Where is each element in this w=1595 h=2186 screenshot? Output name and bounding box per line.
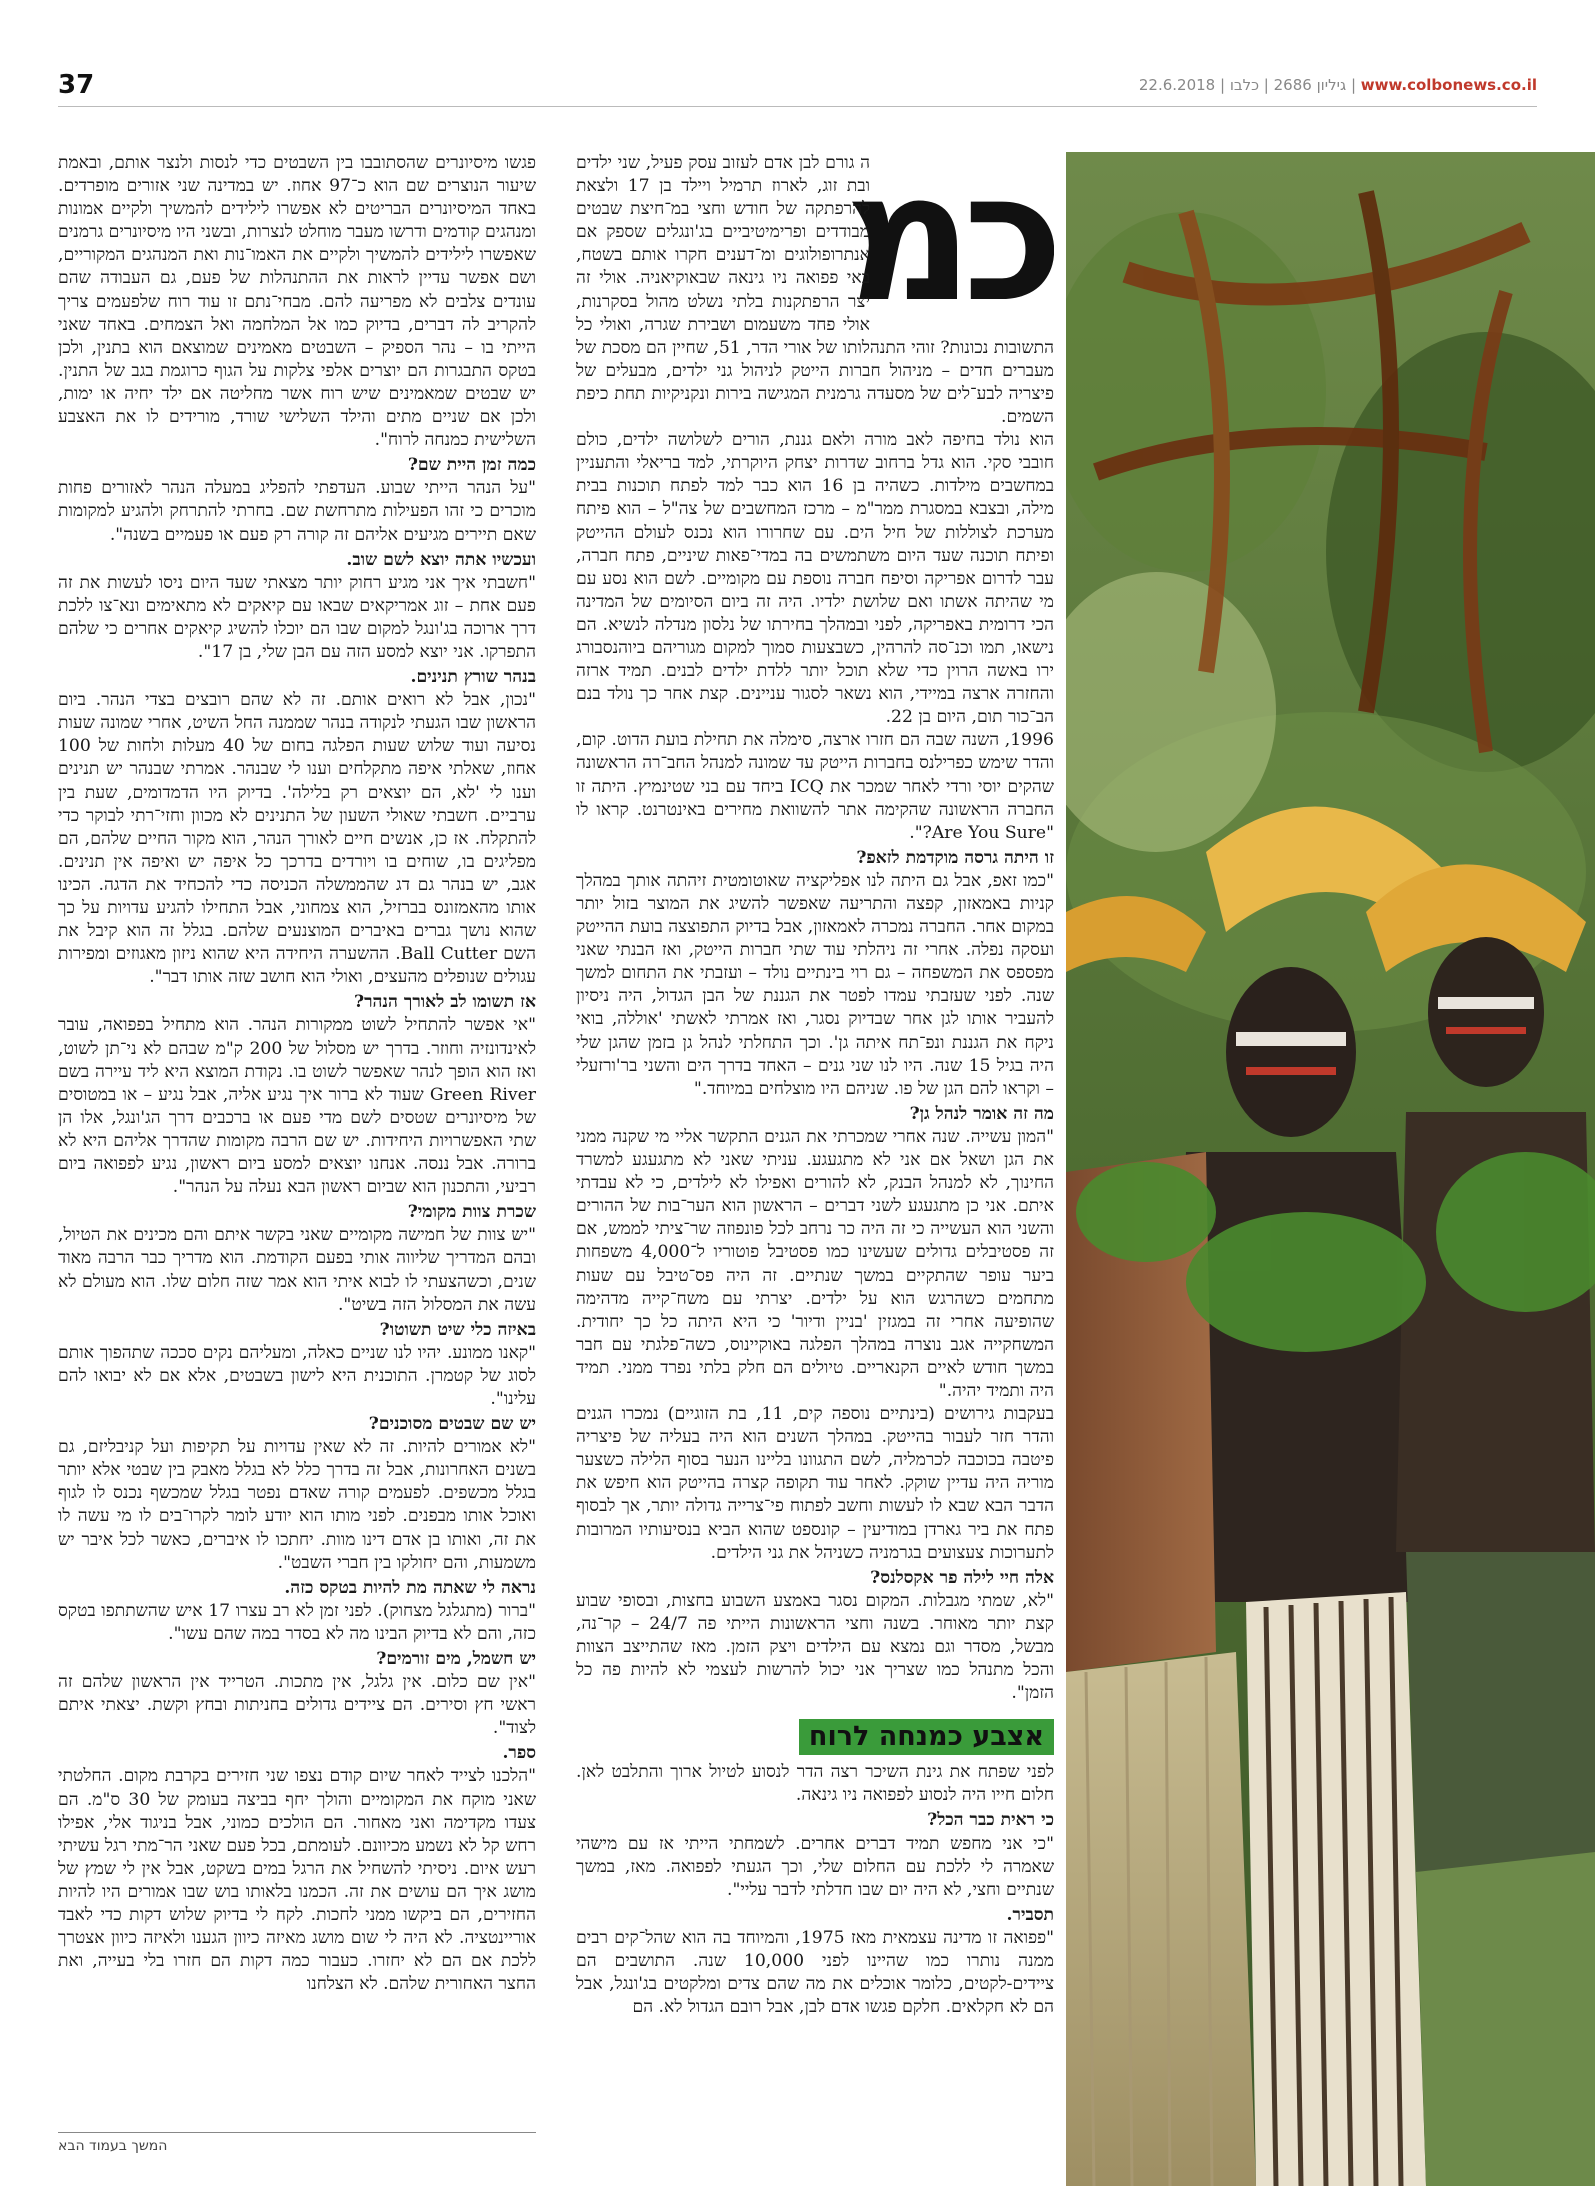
interview-question: זו היתה גרסה מוקדמת לזאפ? [856, 847, 1054, 868]
article-paragraph: "הלכנו לצייד לאחר שיום קודם נצפו שני חזירים בקרבת מקום. החלטתי שאני מוקח את המקומיים והולך יחף בביצה בעומק של 30 ס"מ. הם צעדו מקדימה ואני מאחור. הם הולכים כמוני, אבל בניגוד אלי, אפילו רחש קל לא נשמע מכיוונם. לעומתם, בכל פעם שאני הר־מתי רגל עשיתי רעש איום. ניסיתי להשחיל את הרגל במים בשקט, אבל אין לי שמץ של מושג איך הם עושים את זה. הכמנו בלאותו בוש שבו אמורים היו להיות החזירים, הם ביקשו ממני לחכות. לקח לי בדיוק שלוש דקות כדי לאבד אוריינטציה. לא היה לי שום מושג מאיזה כיוון הגענו ולאיזה כיוון אצטרך ללכת אם הם לא יחזרו. כעבור כמה דקות הם חזרו בלי בעייה, ואת החצר האחורית שלהם. לא הצלחנו [58, 1766, 536, 1995]
article-paragraph: 1996, השנה שבה הם חזרו ארצה, סימלה את תחילת בועת הדוט. קום, והדר שימש כפרילנס בחברות הייטק עד שמונה למנהל החב־רה הראשונה שהקים יוסי ורדי לאחר שמכר את ICQ ביחד עם בני שטינמיץ. היתה זו החברה הראשונה שהקימה אתר להשוואת מחירים באינטרנט. קראו לו "Are You Sure?". [576, 730, 1054, 843]
footer-rule [58, 2132, 536, 2133]
interview-question: אז תשומו לב לאורך הנהר? [354, 992, 536, 1013]
continued-note: המשך בעמוד הבא [58, 2138, 168, 2154]
article-paragraph: "לא, שמתי מגבלות. המקום נסגר באמצע השבוע בחצות, ובסופי שבוע קצת יותר מאוחר. בשנה וחצי הראשונות הייתי פה 24/7 – קר־נה, מבשל, מסדר וגם נמצא עם הילדים ויצק הזמן. מאז שהתייצב הצוות והכל מתנהל כמו שצריך אני יכול להרשות לעצמי לא להיות פה כל הזמן". [576, 1590, 1054, 1704]
interview-question: כמה זמן היית שם? [407, 455, 536, 476]
page-number: 37 [58, 70, 95, 100]
interview-question: נראה לי שאתה מת להיות בטקס כזה. [284, 1577, 536, 1598]
article-column-left [58, 152, 536, 2102]
section-heading: אצבע כמנחה לרוח [799, 1719, 1054, 1755]
article-paragraph: "חשבתי איך אני מגיע רחוק יותר מצאתי שעד היום ניסו לעשות את זה פעם אחת – זוג אמריקאים שבאו עם קיאקים לא מתאימים ונא־צו ללכת דרך ארוכה בג'ונגל למקום שבו הם יוכלו להשיג קיאקים אחרים כי שלהם התפרקו. אני יוצא למסע הזה עם הבן שלי, בן 17". [58, 572, 536, 662]
article-body-middle-tail [576, 1761, 1054, 2019]
header-rule [58, 106, 1537, 107]
article-paragraph: "ברור (מתגלגל מצחוק). לפני זמן לא רב עצרו 17 איש שהשתתפו בטקס כזה, והם לא בדיוק הבינו מה לא בסדר במה שהם עשו". [58, 1600, 536, 1644]
article-paragraph: "אין שם כלום. אין גלגל, אין מתכות. הטרייד אין הראשון שלהם זה ראשי חץ וסירים. הם ציידים גדולים בחניתות ובחץ וקשת. יצאתי איתם לצוד". [58, 1672, 536, 1739]
article-body-left [58, 152, 536, 1996]
interview-question: אלה חיי לילה פר אקסלנס? [870, 1567, 1054, 1588]
interview-question: ספר. [502, 1743, 536, 1764]
interview-question: תסביר. [1006, 1904, 1054, 1925]
article-paragraph: "נכון, אבל לא רואים אותם. זה לא שהם רובצים בצדי הנהר. ביום הראשון שבו הגעתי לנקודה בנהר שממנה החל השיט, אחרי שמונה שעות נסיעה ועוד שלוש שעות הפלגה בחום של 40 מעלות ולחות של 100 אחוז, שאלתי איפה מתקלחים וענו לי שבנהר. אמרתי שבנהר יש תנינים וענו לי 'לא, הם יוצאים רק בלילה'. בדיוק היו הדמדומים, שעת בין ערביים. חשבתי שאולי השעון של התנינים לא מכוון וחזי־רתי לבוקר כדי להתקלח. אז כן, אנשים חיים לאורך הנהר, הוא מקור החיים שלהם, הם מפליגים בו, שוחים בו ויורדים בדרכך כל איפה יש ואיפה אין תנינים. אגב, יש בנהר גם דג שהממשלה הכניסה כדי להכחיד את הדגה. הכינו אותו מהאמזונס בברזיל, הוא צמחוני, אבל התחילו להגיע עדויות על כך שהוא נושך גברים באיברים המוצנעים שלהם. בגלל זה הוא קיבל את השם Ball Cutter. ההשערה היחידה היא שהוא ניזון מאגוזים ומפירות עגולים שנופלים מהעצים, ואולי הוא חושב שזה אותו דבר". [58, 690, 536, 988]
article-paragraph: הוא נולד בחיפה לאב מורה ולאם גננת, הורים לשלושה ילדים, כולם חובבי סקי. הוא גדל ברחוב שדרות יצחק היוקרתי, למד בריאלי והתעניין במחשבים מילדות. כשהיה בן 16 הוא כבר למד לפתח תוכנות בבית מילה, ובצבא במסגרת ממר"מ – מרכז המחשבים של צה"ל – הוא פיתח מערכת לצוללות של חיל הים. עם שחרורו הוא נכנס לעולם ההייטק ופיתח תוכנה שעד היום משתמשים בה במדי־פאות שיניים, פתח חברה, עבר לדרום אפריקה וסיפח חברה נוספת עם מקומיים. לשם הוא נסע עם מי שהיתה אשתו ואם שלושת ילדיו. היה זה ביום הסיומים של המדינה הכי דרומית באפריקה, לפני ובמהלך בחירתו של נלסון מנדלה לנשיא. הם נישאו, תמו וכנ־סה להרהין, כשבצעות סמוך למקום מגוריהם ביוהנסבורג ירו באשה הרוין כדי שלא תוכל יותר ללדת ילדים לבנים. תמיד ארזה והחזרה ארצה במיידי, הוא נשאר לסגור עניינים. קצת אחר כך נולד בנם הב־כור תום, היום בן 22. [576, 430, 1054, 728]
interview-question: יש שם שבטים מסוכנים? [368, 1414, 536, 1435]
interview-question: יש חשמל, מים זורמים? [376, 1649, 536, 1669]
article-paragraph: "כמו זאפ, אבל גם היתה לנו אפליקציה שאוטומטית זיהתה אותך במהלך קניות באמאזון, קפצה והתריעה שאפשר להשיג את המוצר בזול יותר במקום אחר. החברה נמכרה לאמאזון, אבל בדיוק התפוצצה בועת ההייטק ועסקה נפלה. אחרי זה ניהלתי עוד שתי חברות הייטק, ואז הבנתי שאני מפספס את המשפחה – גם רוי בינתיים נולד – ועזבתי את התחום למשך שנה. לפני שעזבתי עמדו לפטר את הגננת של הבן הגדול, היה ניסיון להעביר אותו לגן אחר שבדיוק נסגר, ואז אמרתי לאשתי 'אוללה, בואי ניקח את הגננת ונפ־תח איתה גן'. וכך התחלתי לנהל גן בזמן שהגן שלי היה בגיל 15 שנה. היו לנו שני גנים – האחד בדרך הים והשני בר'ורזעלי – וקראו להם הגן של פו. שניהם היו מוצלחים במיוחד." [576, 870, 1054, 1099]
interview-question: כי ראית כבר הכל? [927, 1810, 1054, 1831]
photo-tribespeople [1066, 152, 1595, 2186]
interview-question: ועכשיו אתה יוצא לשם שוב. [346, 549, 536, 570]
site-url[interactable]: www.colbonews.co.il [1360, 76, 1537, 94]
interview-question: בנהר שורץ תנינים. [410, 667, 536, 688]
article-body-middle [576, 152, 1054, 1705]
drop-cap: כמ [844, 152, 1054, 341]
article-paragraph: "קאנו ממונע. יהיו לנו שניים כאלה, ומעליהם נקים סככה שתהפוך אותם לסוג של קטמרן. התוכנית היא לישון בשבטים, אלא אם לא יבואו להם עלינו". [58, 1342, 536, 1409]
header-date-issue: 22.6.2018 | גיליון 2686 | כלבו | [1138, 76, 1356, 94]
interview-question: שכרת צוות מקומי? [407, 1202, 536, 1223]
article-paragraph: לפני שפתח את גינת השיכר רצה הדר לנסוע לטיול ארוך והתלבט לאן. חלום חייו היה לנסוע לפפואה ניו גינאה. [576, 1762, 1054, 1806]
interview-question: באיזה כלי שיט תשוטו? [379, 1319, 536, 1340]
article-paragraph: "יש צוות של חמישה מקומיים שאני בקשר איתם והם מכינים את הטיול, ובהם המדריך שליווה אותי בפעם הקודמת. הוא מדריך כבר הרבה מאוד שנים, וכשהצעתי לו לבוא איתי הוא אמר שזה חלום שלו. הוא מעולם לא עשה את המסלול הזה בשיט". [58, 1225, 536, 1315]
article-paragraph: "כי אני מחפש תמיד דברים אחרים. לשמחתי הייתי אז עם מישהי שאמרה לי ללכת עם החלום שלי, וכך הגעתי לפפואה. מאז, במשך שנתיים וחצי, לא היה יום שבו חדלתי לדבר עליי". [576, 1833, 1054, 1900]
article-paragraph: "על הנהר הייתי שבוע. העדפתי להפליג במעלה הנהר לאזורים פחות מוכרים כי זהו הפעילות מתרחשת שם. בחרתי להתרחק ולהגיע למקומות שאם תיירים מגיעים אליהם זה קורה רק פעם או פעמיים בשנה". [58, 478, 536, 545]
article-paragraph: בעקבות גירושים (בינתיים נוספה קים, 11, בת הזוגיים) נמכרו הגנים והדר חזר לעבור בהייטק. במהלך השנים הוא היה בעליה של פיצריה פיטבה בכוכבה לכרמליה, לשם התגוונו בליינו הנער בסוף הלילה כשצער מוריה היה עדיין שוקק. לאחר עוד תקופה קצרה בהייטק הוא חיפש את הדבר הבא שבא לו לעשות וחשב לפתוח פי־צרייה גדולה יותר, אך לבסוף פתח את ביר גארדן במודיעין – קונספט שהוא הביא בנסיעותיו המרובות לתערוכות צעצועים בגרמניה כשניהל את גני הילדים. [576, 1404, 1054, 1563]
article-paragraph: "המון עשייה. שנה אחרי שמכרתי את הגנים התקשר אליי מי שקנה ממני את הגן ושאל אם אני לא מתגעגע. עניתי שאני לא מתגעגע למשרד החינוך, לא למנהל הבנק, לא להורים ואפילו לא לילדים, כי לא עבדתי איתם. אני כן מתגעגע לשני דברים – הראשון הוא הער־בות של ההורים והשני הוא העשייה כי זה היה כר נרחב לכל פונפוזה שר־ציתי לממש, אם זה פסטיבלים גדולים שעשינו כמו פסטיבל פוטוריו ל־4,000 משפחות ביער עופר שהתקיים במשך שנתיים. זה היה פס־טיבל עם שעות מתחמים כשהרגש הוא על ילדים. יצרתי עם משח־קייה מדהימה שהופיעה אחרי זה במגזין 'בניין ודיור' כי היא היתה כל כך יחודית. המשחקייה אגב נוצרה במהלך הפלגה באוקיינוס, כשה־פלגתי עם חבר במשך חודש לאיים הקנאריים. טיולים הם חלק בלתי נפרד ממני. תמיד היה ותמיד יהיה." [576, 1126, 1054, 1401]
article-paragraph: "פפואה זו מדינה עצמאית מאז 1975, והמיוחד בה הוא שהל־קים רבים ממנה נותרו כמו שהיינו לפני 10,000 שנה. התושבים הם ציידים-לקטים, כלומר אוכלים את מה שהם צדים ומלקטים בג'ונגל, אבל הם לא חקלאים. חלקם פגשו אדם לבן, אבל רובם הגדול לא. הם [576, 1927, 1054, 2018]
article-paragraph: "אי אפשר להתחיל לשוט ממקורות הנהר. הוא מתחיל בפפואה, עובר לאינדונזיה וחוזר. בדרך יש מסלול של 200 ק"מ שבהם לא ני־תן לשוט, ואז הוא הופך לנהר שאפשר לשוט בו. נקודת המוצא היא ליד עיירה בשם Green River שעוד לא ברור איך נגיע אליה, אבל נגיע – או במטוסים של מיסיונרים שטסים לשם מדי פעם או ברכבים דרך הג'ונגל, אלו הן שתי האפשרויות היחידות. יש שם הרבה מקומות שהדרך אליהם היא לא ברורה. אבל ננסה. אנחנו יוצאים למסע ביום ראשון, נגיע לפפואה ביום רביעי, והתכנון הוא שביום ראשון הבא נעלה על הנהר". [58, 1015, 536, 1198]
article-paragraph: ה גורם לבן אדם לעזוב עסק פעיל, שני ילדים ובת זוג, לארוז תרמיל ויילד בן 17 ולצאת להרפתקה של חודש וחצי במ־חיצת שבטים מבודדים ופרימיטיביים בג'ונגלים שספק אם אנתרופולוגים ומ־דענים חקרו אותם בשטח, באי פפואה ניו גינאה שבאוקיאניה. אולי זה יצר הרפתקנות בלתי נשלט מהול בסקרנות, אולי פחד משעמום ושבירת שגרה, ואולי כל התשובות נכונות? זוהי התנהלותו של אורי הדר, 51, שחיין הם מסכת של מעברים חדים – מניהול חברות הייטק לניהול גני ילדים, מבעלים של פיצריה לבע־לים של מסעדה גרמנית המגישה בירות ונקניקיות תחת כיפת השמים. [576, 153, 1054, 428]
article-column-middle [576, 152, 1054, 2102]
article-paragraph: "לא אמורים להיות. זה לא שאין עדויות על תקיפות ועל קניבליזם, גם בשנים האחרונות, אבל זה בדרך כלל לא בגלל מאבק בין שבטי אלא יותר בגלל מכשפים. לפעמים קורה שאדם נפטר בגלל שמכשף נכנס לו לגוף ואוכל אותו מבפנים. לפני מותו הוא יודע לומר לקרו־בים לו מי עשה לו את זה, ואותו בן אדם דינו מוות. יחתכו לו איברים, כאשר לכל איבר יש משמעות, והם יחולקו בין חברי השבט". [58, 1437, 536, 1573]
interview-question: מה זה אומר לנהל גן? [909, 1103, 1054, 1124]
article-paragraph: פגשו מיסיונרים שהסתובבו בין השבטים כדי לנסות ולנצר אותם, ובאמת שיעור הנוצרים שם הוא כ־97 אחוז. יש במדינה שני אזורים מופרדים. באחד המיסיונרים הבריטים לא אפשרו לילידים להמשיך ולקיים אמונות ומנהגים קודמים ודרשו מעבר מוחלט לנצרות, ובשני היו מיסיונרים גרמנים שאפשרו לילידים להמשיך ולקיים את האמו־נות ואת המנהגים המקוריים, ושם אפשר עדיין לראות את ההתנהלות של פעם, גם העבודה שהם עונדים צלבים לא מפריעה להם. מבחי־נתם זו עוד רוח שלפעמים צריך להקריב לה דברים, בדיוק כמו אל המלחמה ואל הצמחים. באחד שאני הייתי בו – נהר הספיק – השבטים מאמינים שמוצאם הוא בתנין, ולכן בטקס התבגרות הם יוצרים אלפי צלקות על הגוף כרוגמת בגב של התנין. יש שבטים שמאמינים שיש רוח אשר מחליטה אם ילד יחיה או ימות, ולכן אם שניים מתים והילד השלישי שורד, מורידים לו את האצבע השלישית כמנחה לרוח". [58, 153, 536, 451]
header-meta [1139, 76, 1537, 94]
